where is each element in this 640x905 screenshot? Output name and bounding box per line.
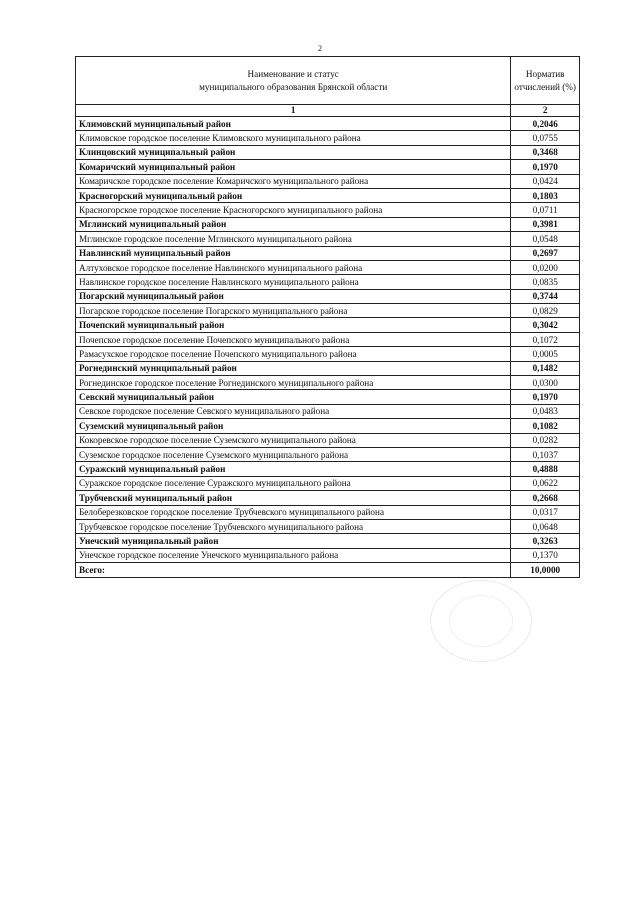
row-name: Суземское городское поселение Суземского муниципального района	[76, 447, 511, 461]
row-name: Почепский муниципальный район	[76, 318, 511, 332]
district-row	[76, 361, 580, 375]
row-name: Комаричское городское поселение Комаричского муниципального района	[76, 174, 511, 188]
row-name: Навлинское городское поселение Навлинского муниципального района	[76, 275, 511, 289]
row-name: Суражский муниципальный район	[76, 462, 511, 476]
row-value: 0,2668	[511, 491, 580, 505]
settlement-row	[76, 347, 580, 361]
row-value: 0,0648	[511, 519, 580, 533]
row-value: 0,1072	[511, 332, 580, 346]
header-name-column	[76, 57, 511, 105]
header-value-column	[511, 57, 580, 105]
row-name: Кокоревское городское поселение Суземского муниципального района	[76, 433, 511, 447]
row-value: 0,1370	[511, 548, 580, 562]
district-row	[76, 390, 580, 404]
row-value: 0,0483	[511, 404, 580, 418]
settlement-row	[76, 433, 580, 447]
settlement-row	[76, 174, 580, 188]
row-name: Погарское городское поселение Погарского муниципального района	[76, 304, 511, 318]
column-number-1: 1	[76, 105, 511, 117]
row-value: 0,3468	[511, 145, 580, 159]
settlement-row	[76, 203, 580, 217]
row-value: 0,3042	[511, 318, 580, 332]
norms-table	[75, 56, 580, 578]
row-value: 0,1082	[511, 419, 580, 433]
district-row	[76, 534, 580, 548]
row-name: Суражское городское поселение Суражского муниципального района	[76, 476, 511, 490]
row-value: 0,0300	[511, 376, 580, 390]
table-body	[76, 105, 580, 578]
row-value: 0,0829	[511, 304, 580, 318]
row-value: 0,4888	[511, 462, 580, 476]
row-name: Комаричский муниципальный район	[76, 160, 511, 174]
page-number: 2	[318, 44, 322, 53]
row-name: Унечский муниципальный район	[76, 534, 511, 548]
district-row	[76, 160, 580, 174]
district-row	[76, 462, 580, 476]
row-value: 0,1482	[511, 361, 580, 375]
table-header-row	[76, 57, 580, 105]
settlement-row	[76, 376, 580, 390]
row-value: 0,0317	[511, 505, 580, 519]
row-name: Клинцовский муниципальный район	[76, 145, 511, 159]
row-value: 0,1970	[511, 160, 580, 174]
row-value: 0,0711	[511, 203, 580, 217]
row-value: 0,0755	[511, 131, 580, 145]
row-value: 0,2697	[511, 246, 580, 260]
row-name: Климовский муниципальный район	[76, 117, 511, 131]
settlement-row	[76, 332, 580, 346]
row-value: 0,0622	[511, 476, 580, 490]
total-row	[76, 563, 580, 577]
row-name: Красногорское городское поселение Красногорского муниципального района	[76, 203, 511, 217]
row-name: Унечское городское поселение Унечского муниципального района	[76, 548, 511, 562]
row-value: 0,0548	[511, 232, 580, 246]
settlement-row	[76, 548, 580, 562]
settlement-row	[76, 447, 580, 461]
column-number-row	[76, 105, 580, 117]
row-value: 0,3263	[511, 534, 580, 548]
row-name: Рамасухское городское поселение Почепского муниципального района	[76, 347, 511, 361]
row-value: 0,1803	[511, 188, 580, 202]
row-value: 0,3981	[511, 217, 580, 231]
row-name: Рогнединский муниципальный район	[76, 361, 511, 375]
row-name: Белоберезковское городское поселение Трубчевского муниципального района	[76, 505, 511, 519]
row-value: 0,0200	[511, 260, 580, 274]
header-name-line2: муниципального образования Брянской области	[199, 81, 388, 92]
settlement-row	[76, 404, 580, 418]
settlement-row	[76, 505, 580, 519]
district-row	[76, 246, 580, 260]
row-name: Севский муниципальный район	[76, 390, 511, 404]
total-value: 10,0000	[511, 563, 580, 577]
row-name: Мглинское городское поселение Мглинского муниципального района	[76, 232, 511, 246]
settlement-row	[76, 131, 580, 145]
row-value: 0,3744	[511, 289, 580, 303]
column-number-2: 2	[511, 105, 580, 117]
district-row	[76, 491, 580, 505]
settlement-row	[76, 476, 580, 490]
row-name: Погарский муниципальный район	[76, 289, 511, 303]
row-name: Красногорский муниципальный район	[76, 188, 511, 202]
district-row	[76, 188, 580, 202]
settlement-row	[76, 275, 580, 289]
settlement-row	[76, 304, 580, 318]
district-row	[76, 117, 580, 131]
settlement-row	[76, 232, 580, 246]
row-value: 0,0424	[511, 174, 580, 188]
district-row	[76, 419, 580, 433]
row-value: 0,0835	[511, 275, 580, 289]
row-value: 0,0005	[511, 347, 580, 361]
stamp-mark	[430, 580, 532, 662]
row-name: Севское городское поселение Севского муниципального района	[76, 404, 511, 418]
row-value: 0,1970	[511, 390, 580, 404]
row-value: 0,2046	[511, 117, 580, 131]
row-name: Почепское городское поселение Почепского муниципального района	[76, 332, 511, 346]
district-row	[76, 145, 580, 159]
header-name-line1: Наименование и статус	[247, 69, 339, 80]
settlement-row	[76, 519, 580, 533]
row-name: Алтуховское городское поселение Навлинского муниципального района	[76, 260, 511, 274]
total-label: Всего:	[76, 563, 511, 577]
district-row	[76, 217, 580, 231]
row-value: 0,0282	[511, 433, 580, 447]
row-value: 0,1037	[511, 447, 580, 461]
district-row	[76, 289, 580, 303]
row-name: Трубчевский муниципальный район	[76, 491, 511, 505]
header-value-line1: Норматив	[525, 69, 565, 80]
district-row	[76, 318, 580, 332]
header-value-line2: отчислений (%)	[514, 81, 576, 92]
row-name: Суземский муниципальный район	[76, 419, 511, 433]
row-name: Климовское городское поселение Климовского муниципального района	[76, 131, 511, 145]
settlement-row	[76, 260, 580, 274]
row-name: Навлинский муниципальный район	[76, 246, 511, 260]
row-name: Мглинский муниципальный район	[76, 217, 511, 231]
row-name: Рогнединское городское поселение Рогнединского муниципального района	[76, 376, 511, 390]
row-name: Трубчевское городское поселение Трубчевского муниципального района	[76, 519, 511, 533]
